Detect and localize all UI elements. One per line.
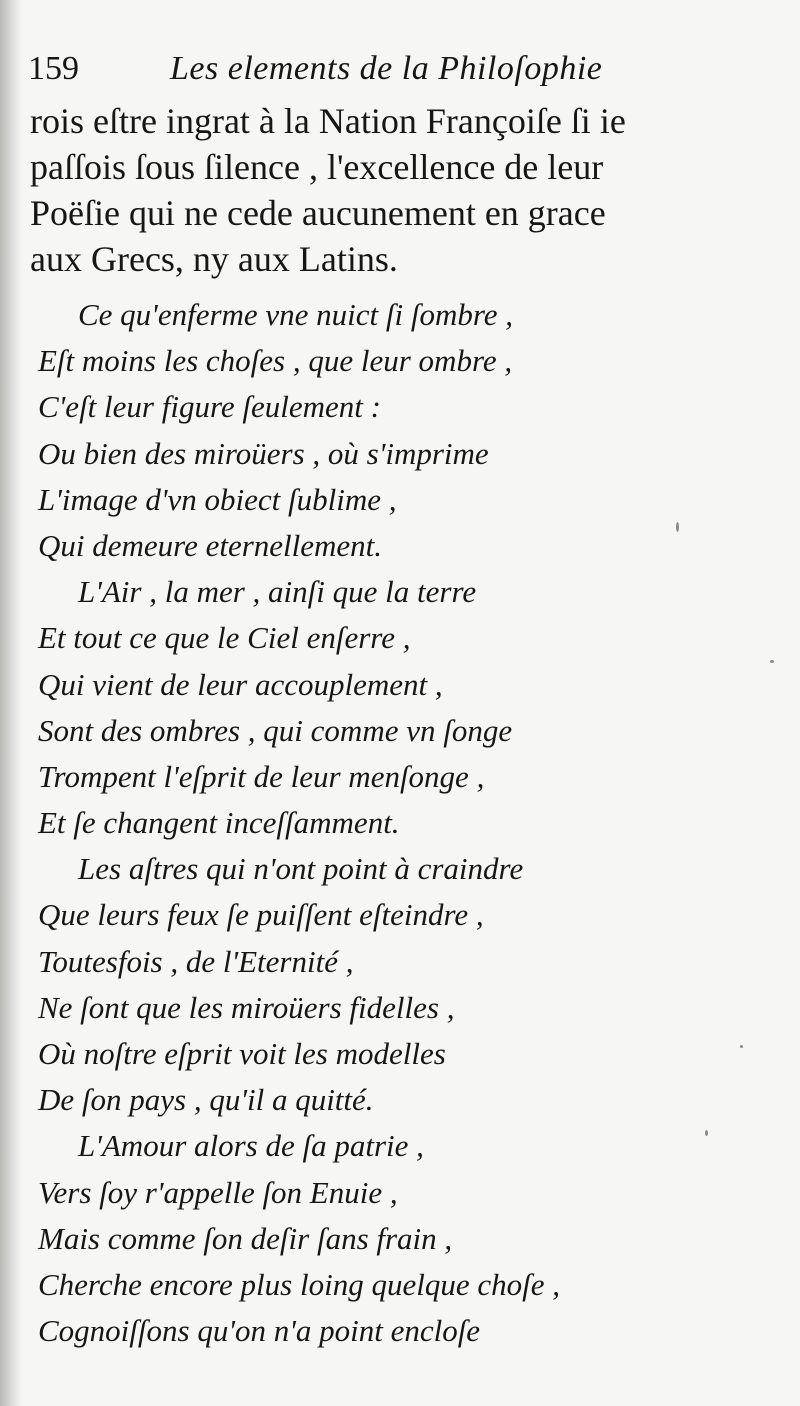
verse-line: Ne ſont que les miroüers fidelles , <box>38 989 455 1025</box>
page-gutter-shadow <box>0 0 22 1406</box>
page-number: 159 <box>28 50 79 87</box>
verse-line: L'Amour alors de ſa patrie , <box>78 1128 424 1164</box>
prose-line: rois eſtre ingrat à la Nation Françoiſe ſi ie <box>30 101 626 141</box>
prose-line: Poëſie qui ne cede aucunement en grace <box>30 193 606 233</box>
verse-line: Que leurs feux ſe puiſſent eſteindre , <box>38 897 484 933</box>
verse-line: Les aſtres qui n'ont point à craindre <box>78 851 524 887</box>
prose-line: paſſois ſous ſilence , l'excellence de leur <box>30 147 604 187</box>
verse-line: Trompent l'eſprit de leur menſonge , <box>38 758 485 794</box>
verse-line: Ou bien des miroüers , où s'imprime <box>38 435 489 471</box>
verse-line: Sont des ombres , qui comme vn ſonge <box>38 712 513 748</box>
verse-line: Qui demeure eternellement. <box>38 527 383 563</box>
paper-speck <box>705 1130 708 1136</box>
paper-speck <box>770 660 774 663</box>
prose-line: aux Grecs, ny aux Latins. <box>30 239 398 279</box>
verse-line: Mais comme ſon deſir ſans frain , <box>38 1220 453 1256</box>
verse-line: Toutesfois , de l'Eternité , <box>38 943 354 979</box>
page-header <box>28 44 768 94</box>
verse-line: Qui vient de leur accouplement , <box>38 666 443 702</box>
verse-line: Cognoiſſons qu'on n'a point encloſe <box>38 1313 481 1349</box>
prose-paragraph <box>30 98 770 282</box>
verse-line: Eſt moins les choſes , que leur ombre , <box>38 343 513 379</box>
verse-line: De ſon pays , qu'il a quitté. <box>38 1082 374 1118</box>
verse-line: L'image d'vn obiect ſublime , <box>38 481 397 517</box>
paper-speck <box>740 1045 743 1048</box>
verse-line: Et tout ce que le Ciel enſerre , <box>38 620 411 656</box>
paper-speck <box>676 522 679 532</box>
verse-line: L'Air , la mer , ainſi que la terre <box>78 574 477 610</box>
verse-line: Où noſtre eſprit voit les modelles <box>38 1036 446 1071</box>
verse-line: C'eſt leur figure ſeulement : <box>38 389 381 425</box>
running-title: Les elements de la Philoſophie <box>170 50 603 87</box>
verse-line: Vers ſoy r'appelle ſon Enuie , <box>38 1174 398 1210</box>
poem <box>38 292 758 1354</box>
verse-line: Et ſe changent inceſſamment. <box>38 805 400 841</box>
verse-line: Ce qu'enferme vne nuict ſi ſombre , <box>78 297 514 332</box>
verse-line: Cherche encore plus loing quelque choſe , <box>38 1266 560 1302</box>
